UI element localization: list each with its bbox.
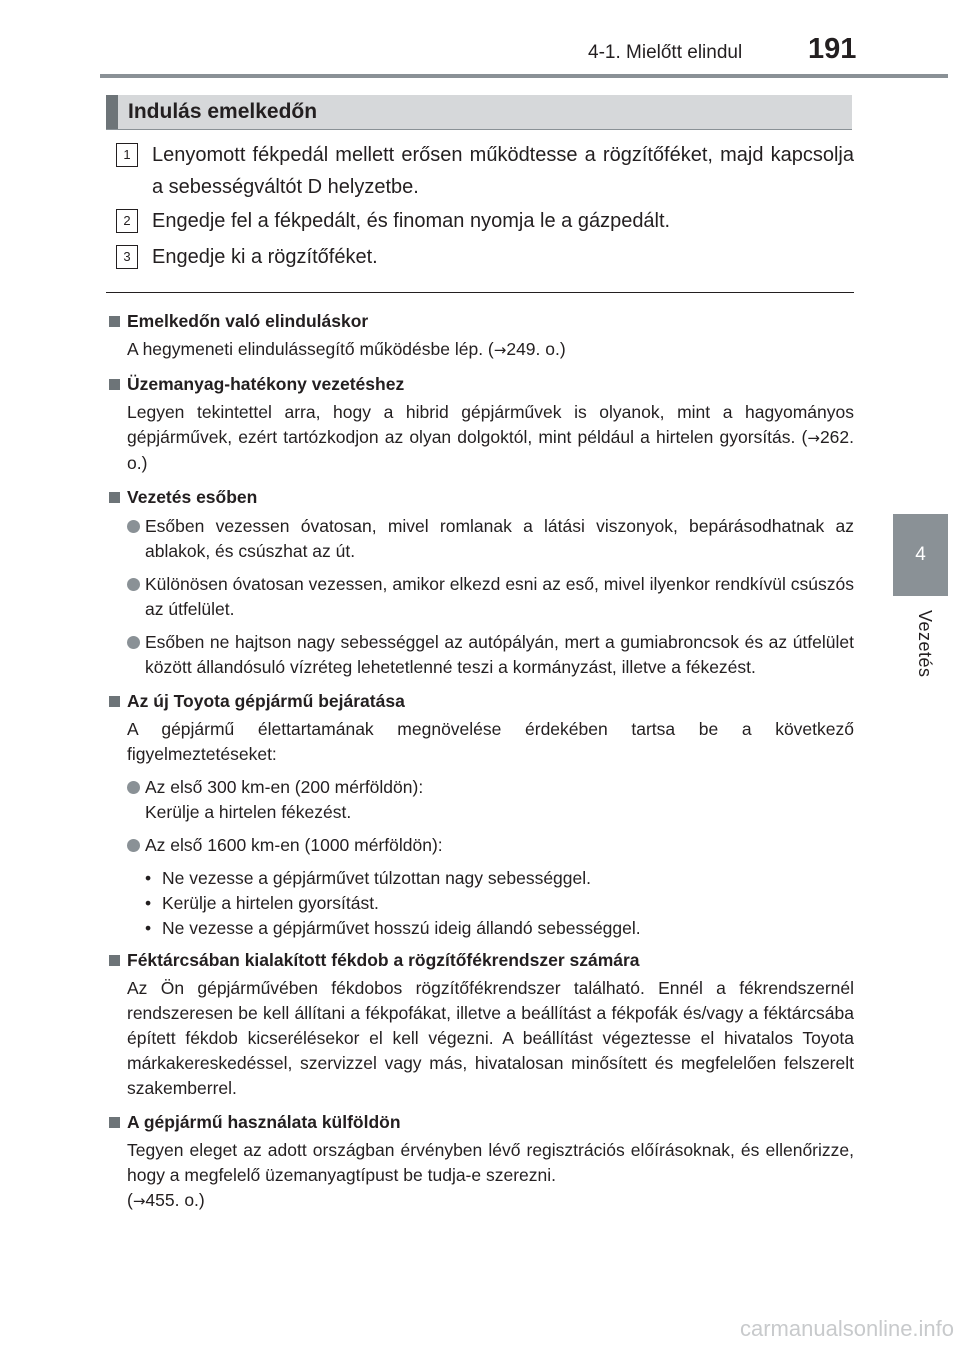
section-title-box	[106, 95, 852, 130]
topic-body: A gépjármű élettartamának megnövelése érdekében tartsa be a következő figyelmeztetéseket:	[127, 719, 854, 764]
chapter-label: Vezetés	[915, 610, 935, 678]
topic-body: Tegyen eleget az adott országban érvényben lévő regisztrációs előírásoknak, és ellenőrizze, hogy a megfelelő üzemanyagtípust be tudja-e szerezni. (→455. o.)	[127, 1140, 854, 1210]
step-number: 2	[116, 209, 138, 233]
step-text: Engedje ki a rögzítőféket.	[152, 246, 378, 268]
topic-heading: Emelkedőn való elinduláskor	[108, 309, 854, 334]
step-text: Lenyomott fékpedál mellett erősen működtesse a rögzítőféket, majd kapcsolja a sebességváltót D helyzetbe.	[152, 144, 854, 198]
topic-body: A hegymeneti elindulássegítő működésbe lép. (→249. o.)	[127, 339, 566, 359]
step-number: 3	[116, 245, 138, 269]
list-item: Esőben ne hajtson nagy sebességgel az autópályán, mert a gumiabroncsok és az útfelület között állandósuló vízréteg lehetetlenné teszi a kormányzást, illetve a fékezést.	[108, 630, 854, 680]
square-bullet-icon	[109, 492, 120, 503]
step-text: Engedje fel a fékpedált, és finoman nyomja le a gázpedált.	[152, 210, 671, 232]
topic-heading: Vezetés esőben	[108, 485, 854, 510]
square-bullet-icon	[109, 696, 120, 707]
topic-heading: Üzemanyag-hatékony vezetéshez	[108, 372, 854, 397]
dot-bullet-icon: •	[145, 918, 152, 938]
round-bullet-icon	[127, 578, 140, 591]
step-3	[116, 241, 854, 273]
section-title: Indulás emelkedőn	[128, 100, 318, 123]
step-2	[116, 205, 854, 237]
step-1	[116, 139, 854, 203]
watermark: carmanualsonline.info	[740, 1316, 955, 1341]
topic-heading: A gépjármű használata külföldön	[108, 1110, 854, 1135]
section-title-accent	[106, 95, 118, 129]
chapter-tab: 4	[893, 514, 948, 596]
topic-body: Az Ön gépjárművében fékdobos rögzítőfékrendszer található. Ennél a fékrendszernél rendszeresen be kell állítani a fékpofákat, illetve a beállítást a fékpofák és/vagy a féktárcsába épített fékdob kicserélésekor el kell végezni. A beállítást végeztesse el hivatalos Toyota márkakereskedéssel, szervizzel vagy más, hivatalosan minősített és megfelelően felszerelt szakemberrel.	[127, 978, 854, 1098]
square-bullet-icon	[109, 379, 120, 390]
info-content	[108, 303, 854, 1214]
sub-list-item: • Ne vezesse a gépjárművet hosszú ideig állandó sebességgel.	[108, 916, 854, 941]
dot-bullet-icon: •	[145, 868, 152, 888]
round-bullet-icon	[127, 781, 140, 794]
list-item: Különösen óvatosan vezessen, amikor elkezd esni az eső, mivel ilyenkor rendkívül csúszós az útfelület.	[108, 572, 854, 622]
list-item: Az első 1600 km-en (1000 mérföldön):	[108, 833, 854, 858]
section-divider	[106, 292, 854, 293]
round-bullet-icon	[127, 520, 140, 533]
topic-body: Legyen tekintettel arra, hogy a hibrid gépjárművek is olyanok, mint a hagyományos gépjárművek, ezért tartózkodjon az olyan dolgoktól, mint például a hirtelen gyorsítás. (→262. o.)	[127, 402, 854, 473]
topic-heading: Féktárcsában kialakított fékdob a rögzítőfékrendszer számára	[108, 948, 854, 973]
page-number: 191	[808, 33, 857, 65]
arrow-icon: →	[807, 429, 820, 447]
arrow-icon: →	[493, 341, 507, 359]
square-bullet-icon	[109, 316, 120, 327]
list-item: Az első 300 km-en (200 mérföldön): Kerülje a hirtelen fékezést.	[108, 775, 854, 825]
round-bullet-icon	[127, 839, 140, 852]
header-rule	[100, 74, 948, 78]
page-header-title: 4-1. Mielőtt elindul	[588, 42, 743, 63]
round-bullet-icon	[127, 636, 140, 649]
list-item: Esőben vezessen óvatosan, mivel romlanak a látási viszonyok, bepárásodhatnak az ablakok, és csúszhat az út.	[108, 514, 854, 564]
sub-list-item: • Kerülje a hirtelen gyorsítást.	[108, 891, 854, 916]
square-bullet-icon	[109, 955, 120, 966]
topic-heading: Az új Toyota gépjármű bejáratása	[108, 689, 854, 714]
arrow-icon: →	[132, 1192, 146, 1210]
dot-bullet-icon: •	[145, 893, 152, 913]
sub-list-item: • Ne vezesse a gépjárművet túlzottan nagy sebességgel.	[108, 866, 854, 891]
step-number: 1	[116, 143, 138, 167]
square-bullet-icon	[109, 1117, 120, 1128]
sub-list	[108, 866, 854, 941]
